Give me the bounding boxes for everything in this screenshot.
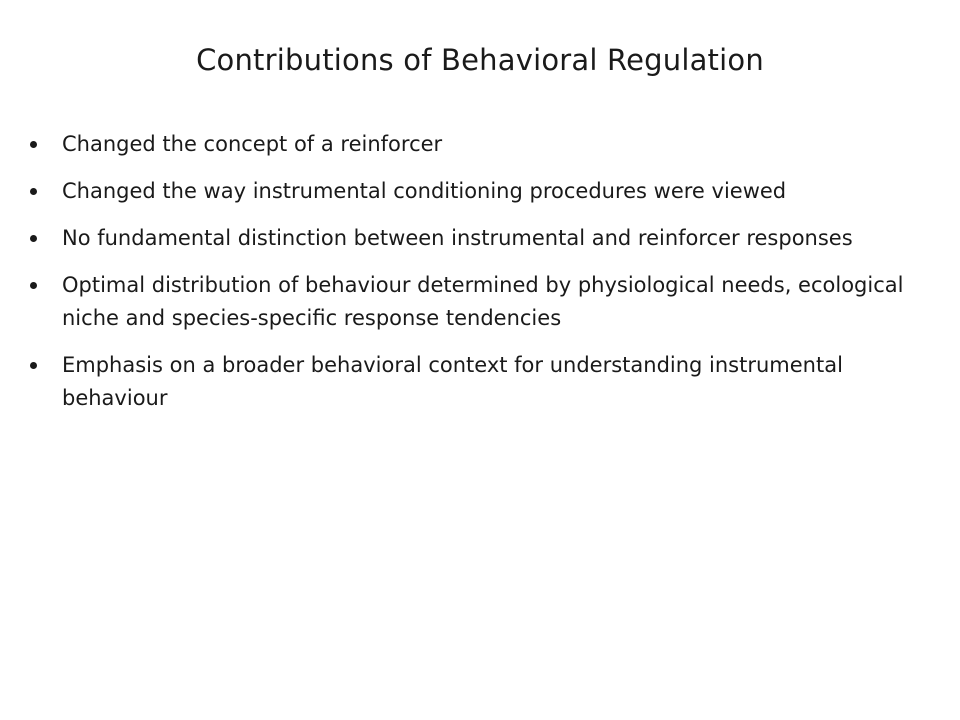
bullet-item: [30, 269, 910, 335]
bullet-text: Emphasis on a broader behavioral context for understanding instrumental behaviour: [62, 353, 843, 410]
bullet-item: [30, 175, 910, 208]
bullet-point-icon: [30, 141, 37, 148]
slide-title: Contributions of Behavioral Regulation: [196, 43, 764, 77]
bullet-item: [30, 349, 910, 415]
bullet-item: [30, 222, 910, 255]
bullet-text: Optimal distribution of behaviour determined by physiological needs, ecological niche and species-specific response tendencies: [62, 273, 904, 330]
bullet-item: [30, 128, 910, 161]
bullet-text: No fundamental distinction between instrumental and reinforcer responses: [62, 226, 853, 250]
bullet-list: [30, 128, 910, 429]
bullet-point-icon: [30, 362, 37, 369]
bullet-point-icon: [30, 188, 37, 195]
bullet-text: Changed the concept of a reinforcer: [62, 132, 443, 156]
bullet-point-icon: [30, 235, 37, 242]
bullet-point-icon: [30, 282, 37, 289]
bullet-text: Changed the way instrumental conditioning procedures were viewed: [62, 179, 787, 203]
